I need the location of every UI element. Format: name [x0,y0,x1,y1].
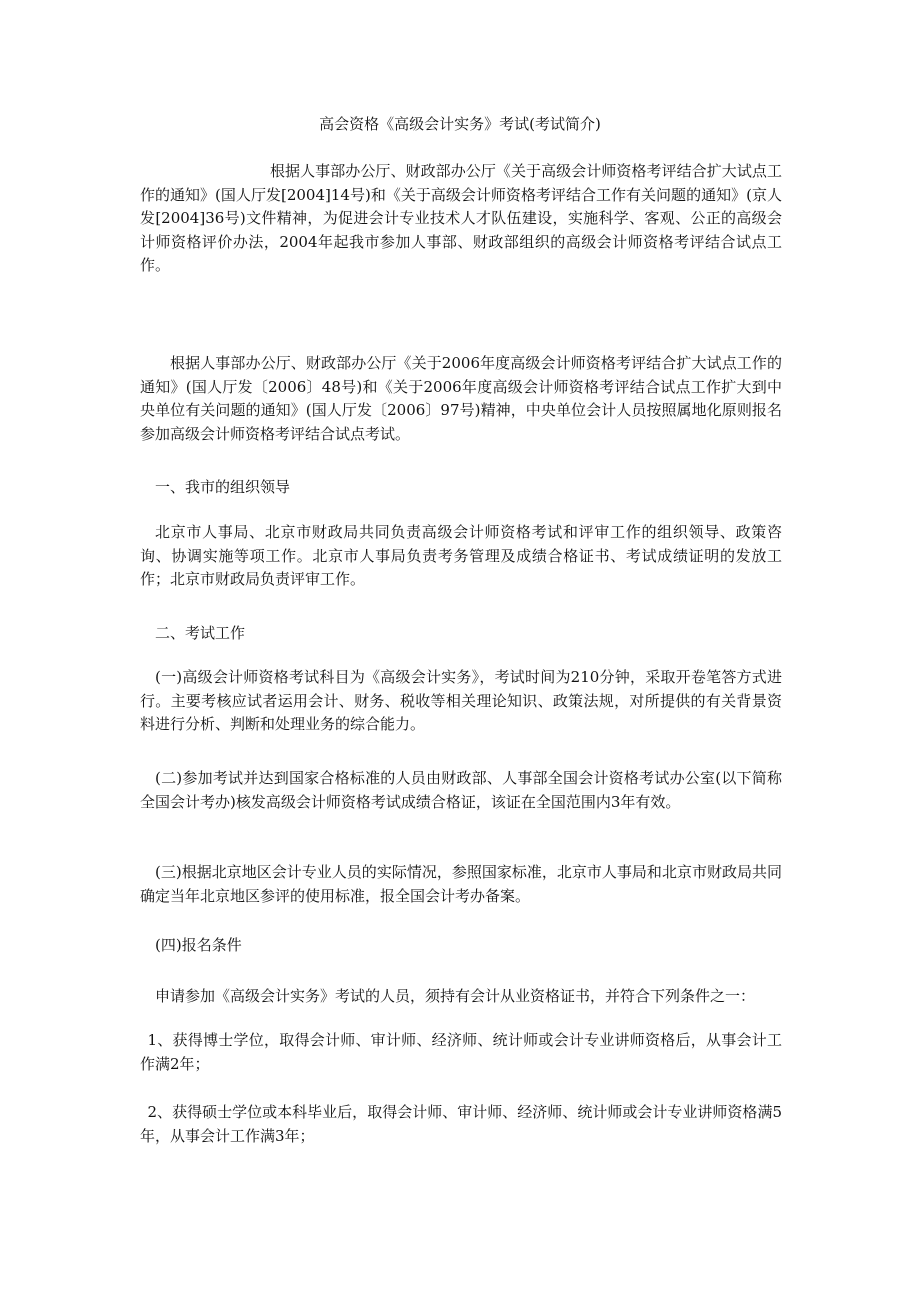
paragraph-exam-subject: (一)高级会计师资格考试科目为《高级会计实务》，考试时间为210分钟，采取开卷笔答方式进行。主要考核应试者运用会计、财务、税收等相关理论知识、政策法规，对所提供的有关背景资料进行分析、判断和处理业务的综合能力。 [140,668,782,733]
list-item-condition-2: 2、获得硕士学位或本科毕业后，取得会计师、审计师、经济师、统计师或会计专业讲师资格满5年，从事会计工作满3年； [140,1103,782,1145]
paragraph-beijing-standard: (三)根据北京地区会计专业人员的实际情况，参照国家标准，北京市人事局和北京市财政局共同确定当年北京地区参评的使用标准，报全国会计考办备案。 [140,863,782,905]
paragraph-certificate: (二)参加考试并达到国家合格标准的人员由财政部、人事部全国会计资格考试办公室(以下简称全国会计考办)核发高级会计师资格考试成绩合格证，该证在全国范围内3年有效。 [140,769,782,811]
section-heading-organization: 一、我市的组织领导 [155,478,291,496]
paragraph-intro: 根据人事部办公厅、财政部办公厅《关于高级会计师资格考评结合扩大试点工作的通知》(国人厅发[2004]14号)和《关于高级会计师资格考评结合工作有关问题的通知》(京人发[2004]36号)文件精神，为促进会计专业技术人才队伍建设，实施科学、客观、公正的高级会计师资格评价办法，2004年起我市参加人事部、财政部组织的高级会计师资格考评结合试点工作。 [140,162,782,274]
list-item-condition-1: 1、获得博士学位，取得会计师、审计师、经济师、统计师或会计专业讲师资格后，从事会计工作满2年； [140,1031,782,1073]
paragraph-organization: 北京市人事局、北京市财政局共同负责高级会计师资格考试和评审工作的组织领导、政策咨询、协调实施等项工作。北京市人事局负责考务管理及成绩合格证书、考试成绩证明的发放工作；北京市财政局负责评审工作。 [140,523,782,588]
section-heading-registration: (四)报名条件 [155,936,242,954]
paragraph-registration-intro: 申请参加《高级会计实务》考试的人员，须持有会计从业资格证书，并符合下列条件之一： [155,987,756,1005]
document-title: 高会资格《高级会计实务》考试(考试简介) [319,115,601,133]
section-heading-exam-work: 二、考试工作 [155,624,246,642]
paragraph-central-units: 根据人事部办公厅、财政部办公厅《关于2006年度高级会计师资格考评结合扩大试点工作的通知》(国人厅发〔2006〕48号)和《关于2006年度高级会计师资格考评结合试点工作扩大到中央单位有关问题的通知》(国人厅发〔2006〕97号)精神，中央单位会计人员按照属地化原则报名参加高级会计师资格考评结合试点考试。 [140,354,782,443]
